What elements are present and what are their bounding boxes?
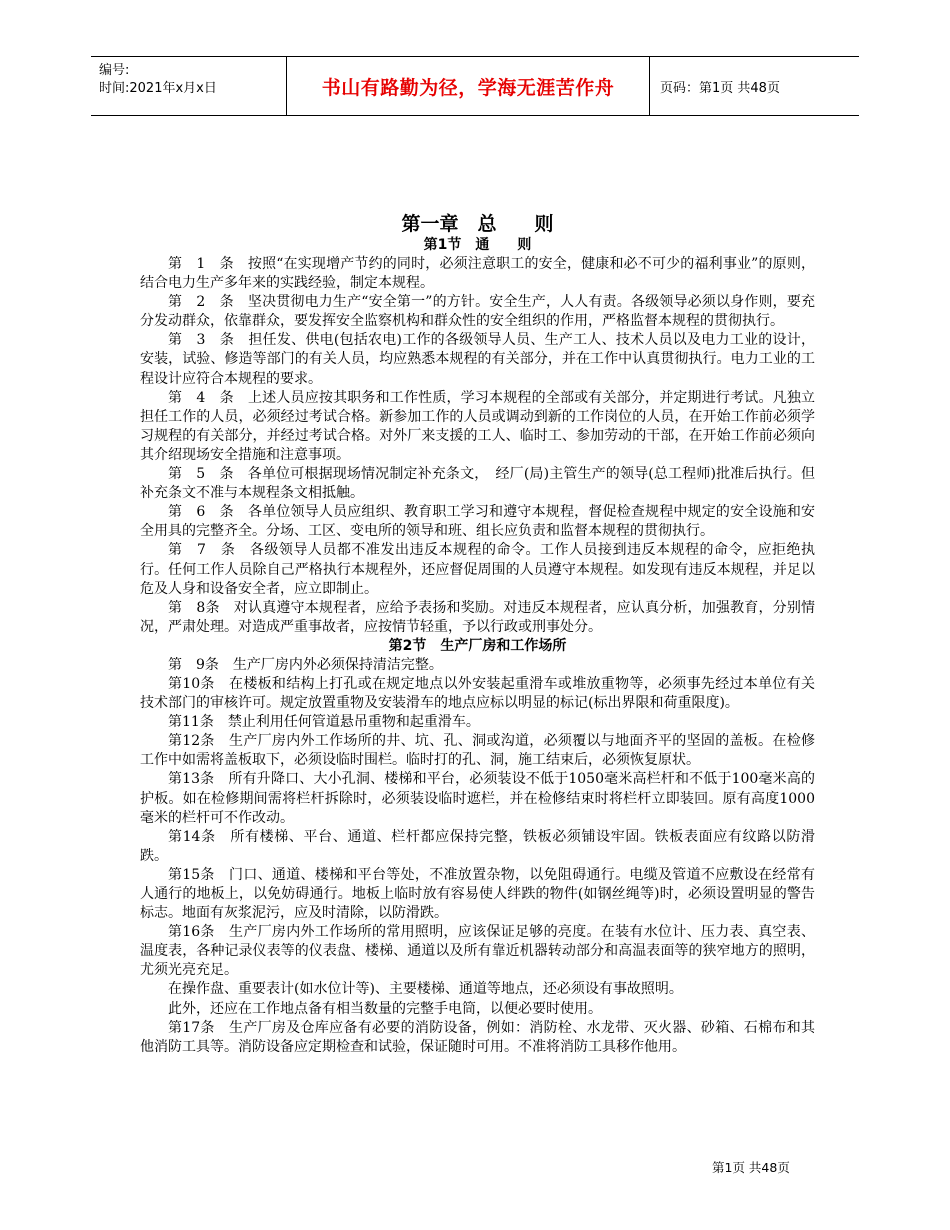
- article-paragraph: 第10条 在楼板和结构上打孔或在规定地点以外安装起重滑车或堆放重物等，必须事先经过本单位有关技术部门的审核许可。规定放置重物及安装滑车的地点应标以明显的标记(标出界限和荷重限度)。: [140, 675, 815, 712]
- article-paragraph: 第13条 所有升降口、大小孔洞、楼梯和平台，必须装设不低于1050毫米高栏杆和不低于100毫米高的护板。如在检修期间需将栏杆拆除时，必须装设临时遮栏，并在检修结束时将栏杆立即装回。原有高度1000毫米的栏杆可不作改动。: [140, 771, 815, 826]
- article-paragraph: 在操作盘、重要表计(如水位计等)、主要楼梯、通道等地点，还必须设有事故照明。: [168, 981, 683, 998]
- header-page-cell: [650, 57, 859, 115]
- article-paragraph: 第11条 禁止利用任何管道悬吊重物和起重滑车。: [168, 714, 480, 731]
- section-title: 第2节 生产厂房和工作场所: [388, 637, 567, 654]
- header-motto: 书山有路勤为径，学海无涯苦作舟: [321, 76, 615, 99]
- header-page-info: 页码：第1页 共48页: [660, 80, 780, 96]
- article-paragraph: 第17条 生产厂房及仓库应备有必要的消防设备，例如：消防栓、水龙带、灭火器、砂箱、石棉布和其他消防工具等。消防设备应定期检查和试验，保证随时可用。不准将消防工具移作他用。: [140, 1019, 815, 1055]
- page-footer: 第1页 共48页: [712, 1160, 790, 1175]
- article-paragraph: 第16条 生产厂房内外工作场所的常用照明，应该保证足够的亮度。在装有水位计、压力表、真空表、温度表，各种记录仪表等的仪表盘、楼梯、通道以及所有靠近机器转动部分和高温表面等的狭窄地方的照明，尤须光亮充足。: [140, 924, 815, 979]
- article-paragraph: 第 8条 对认真遵守本规程者，应给予表扬和奖励。对违反本规程者，应认真分析，加强教育，分别情况，严肃处理。对造成严重事故者，应按情节轻重，予以行政或刑事处分。: [140, 599, 815, 635]
- document-number-label: 编号:: [99, 63, 130, 78]
- article-paragraph: 第15条 门口、通道、楼梯和平台等处，不准放置杂物，以免阻碍通行。电缆及管道不应敷设在经常有人通行的地板上，以免妨碍通行。地板上临时放有容易使人绊跌的物件(如钢丝绳等)时，必须设置明显的警告标志。地面有灰浆泥污，应及时清除，以防滑跌。: [140, 866, 815, 922]
- header-motto-cell: [286, 57, 650, 115]
- article-paragraph: 第 6 条 各单位领导人员应组织、教育职工学习和遵守本规程，督促检查规程中规定的安全设施和安全用具的完整齐全。分场、工区、变电所的领导和班、组长应负责和监督本规程的贯彻执行。: [140, 504, 815, 540]
- document-time-label: 时间:2021年x月x日: [99, 81, 217, 96]
- document-body: [140, 212, 815, 1057]
- section-1: [140, 236, 815, 637]
- article-paragraph: 第 3 条 担任发、供电(包括农电)工作的各级领导人员、生产工人、技术人员以及电力工业的设计，安装，试验、修造等部门的有关人员，均应熟悉本规程的有关部分，并在工作中认真贯彻执行。电力工业的工程设计应符合本规程的要求。: [140, 332, 815, 387]
- article-paragraph: 第 7 条 各级领导人员都不准发出违反本规程的命令。工作人员接到违反本规程的命令，应拒绝执行。任何工作人员除自己严格执行本规程外，还应督促周围的人员遵守本规程。如发现有违反本规程，并足以危及人身和设备安全者，应立即制止。: [140, 542, 815, 597]
- article-paragraph: 第 4 条 上述人员应按其职务和工作性质，学习本规程的全部或有关部分，并定期进行考试。凡独立担任工作的人员，必须经过考试合格。新参加工作的人员或调动到新的工作岗位的人员，在开始工作前必须学习规程的有关部分，并经过考试合格。对外厂来支援的工人、临时工、参加劳动的干部，在开始工作前必须向其介绍现场安全措施和注意事项。: [140, 389, 815, 463]
- article-paragraph: 第12条 生产厂房内外工作场所的井、坑、孔、洞或沟道，必须覆以与地面齐平的坚固的盖板。在检修工作中如需将盖板取下，必须设临时围栏。临时打的孔、洞，施工结束后，必须恢复原状。: [140, 733, 815, 769]
- article-paragraph: 第 5 条 各单位可根据现场情况制定补充条文， 经厂(局)主管生产的领导(总工程师)批准后执行。但补充条文不准与本规程条文相抵触。: [140, 466, 815, 502]
- header-meta: [91, 57, 286, 115]
- article-paragraph: 第 1 条 按照“在实现增产节约的同时，必须注意职工的安全，健康和必不可少的福利事业”的原则，结合电力生产多年来的实践经验，制定本规程。: [140, 256, 815, 292]
- section-2: [140, 637, 815, 1057]
- article-paragraph: 第14条 所有楼梯、平台、通道、栏杆都应保持完整，铁板必须铺设牢固。铁板表面应有纹路以防滑跌。: [140, 828, 815, 864]
- article-paragraph: 第 2 条 坚决贯彻电力生产“安全第一”的方针。安全生产，人人有责。各级领导必须以身作则，要充分发动群众，依靠群众，要发挥安全监察机构和群众性的安全组织的作用，严格监督本规程的贯彻执行。: [140, 294, 815, 330]
- chapter-title: 第一章 总 则: [401, 213, 554, 235]
- document-header: [91, 56, 859, 116]
- article-paragraph: 第 9条 生产厂房内外必须保持清洁完整。: [168, 656, 443, 673]
- section-title: 第1节 通 则: [423, 237, 532, 253]
- article-paragraph: 此外，还应在工作地点备有相当数量的完整手电筒，以便必要时使用。: [168, 1000, 602, 1017]
